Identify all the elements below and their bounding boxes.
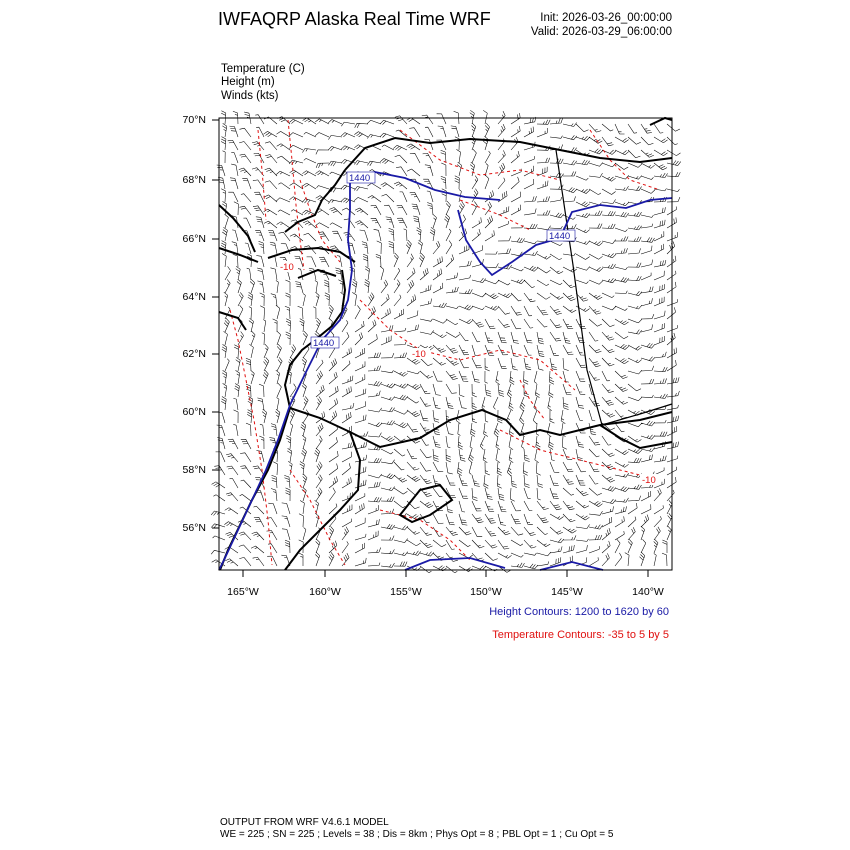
lat-label: 68°N bbox=[182, 174, 206, 186]
model-info-title: OUTPUT FROM WRF V4.6.1 MODEL bbox=[220, 817, 389, 828]
lon-label: 165°W bbox=[227, 586, 259, 598]
lon-label: 150°W bbox=[470, 586, 502, 598]
lat-label: 70°N bbox=[182, 114, 206, 126]
lat-label: 60°N bbox=[182, 406, 206, 418]
model-info-settings: WE = 225 ; SN = 225 ; Levels = 38 ; Dis = 8km ; Phys Opt = 8 ; PBL Opt = 1 ; Cu Opt = 5 bbox=[220, 829, 614, 840]
field-height: Height (m) bbox=[221, 76, 275, 88]
lat-label: 56°N bbox=[182, 522, 206, 534]
lat-label: 62°N bbox=[182, 348, 206, 360]
height-contours-legend: Height Contours: 1200 to 1620 by 60 bbox=[489, 606, 669, 618]
lon-label: 140°W bbox=[632, 586, 664, 598]
height-label: 1440 bbox=[349, 173, 371, 184]
init-time: Init: 2026-03-26_00:00:00 bbox=[540, 12, 672, 24]
plot-title: IWFAQRP Alaska Real Time WRF bbox=[218, 9, 491, 29]
valid-time: Valid: 2026-03-29_06:00:00 bbox=[530, 26, 672, 38]
field-temperature: Temperature (C) bbox=[221, 63, 305, 75]
height-label: 1440 bbox=[549, 231, 571, 242]
lat-label: 66°N bbox=[182, 233, 206, 245]
lat-label: 58°N bbox=[182, 464, 206, 476]
lat-label: 64°N bbox=[182, 291, 206, 303]
field-winds: Winds (kts) bbox=[221, 90, 279, 102]
temperature-labels bbox=[278, 261, 660, 486]
temperature-label: -10 bbox=[280, 262, 294, 273]
temperature-contours bbox=[230, 120, 660, 565]
lon-label: 145°W bbox=[551, 586, 583, 598]
lon-label: 155°W bbox=[390, 586, 422, 598]
temperature-label: -10 bbox=[642, 475, 656, 486]
temperature-contours-legend: Temperature Contours: -35 to 5 by 5 bbox=[492, 629, 669, 641]
lon-label: 160°W bbox=[309, 586, 341, 598]
map-frame bbox=[219, 118, 672, 570]
coastlines bbox=[219, 118, 672, 570]
temperature-label: -10 bbox=[412, 349, 426, 360]
height-label: 1440 bbox=[313, 338, 335, 349]
